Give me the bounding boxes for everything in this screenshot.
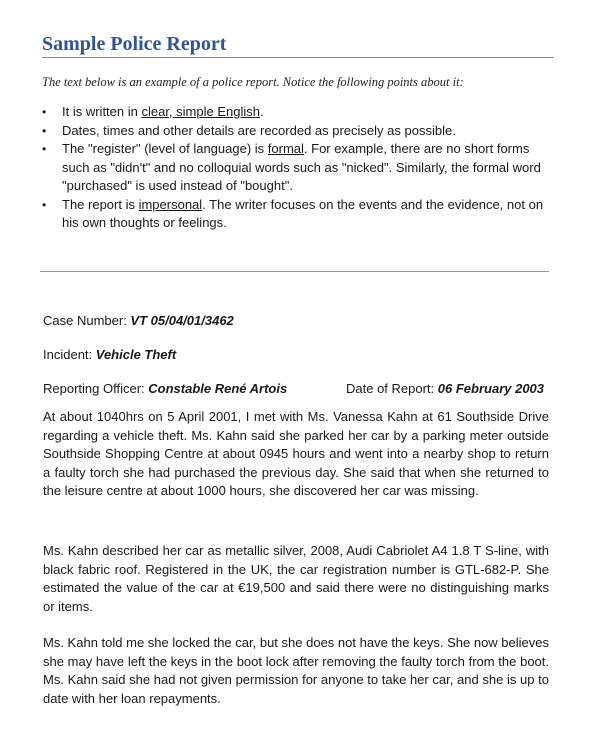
case-number-value: VT 05/04/01/3462 [130,313,234,328]
list-item [42,122,552,141]
date-value: 06 February 2003 [437,381,545,396]
point-text: Dates, times and other details are recorded as precisely as possible. [62,122,456,138]
underlined-term: formal [267,141,304,156]
point-text: The "register" (level of language) is [62,141,268,156]
page-title: Sample Police Report [42,33,227,55]
underlined-term: impersonal [138,196,203,212]
report-paragraph: At about 1040hrs on 5 April 2001, I met with Ms. Vanessa Kahn at 61 Southside Drive regarding a vehicle theft. Ms. Kahn said she parked her car by a parking meter outside Southside Shopping Centre at about 0945 hours and went into a nearby shop to return a faulty torch she had purchased the previous day. She said that when she returned to the leisure centre at about 1000 hours, she discovered her car was missing. [43,409,549,498]
officer-label: Reporting Officer: [43,381,149,396]
point-text: . [259,104,264,119]
incident-value: Vehicle Theft [95,347,177,362]
officer-value: Constable René Artois [148,381,288,396]
list-item [42,103,552,122]
point-text: It is written in [62,104,142,119]
point-text: The report is [62,196,139,212]
intro-text: The text below is an example of a police report. Notice the following points about it: [42,75,464,89]
title-divider [42,57,554,58]
report-paragraph: Ms. Kahn told me she locked the car, but she does not have the keys. She now believes she may have left the keys in the boot lock after removing the faulty torch from the boot. Ms. Kahn said she had not given permission for anyone to take her car, and she is up to date with her loan repayments. [43,635,549,706]
date-label: Date of Report: [346,381,438,396]
section-divider [40,271,549,272]
case-number [43,313,234,328]
point-text: . The writer focuses on the events and the evidence, not on his own thoughts or feelings. [62,196,544,230]
list-item [42,140,552,196]
incident-label: Incident: [43,347,96,362]
underlined-term: clear, simple English [141,104,260,119]
report-date [346,381,544,396]
list-item [42,196,552,233]
key-points-list [42,103,552,233]
reporting-officer [43,381,287,396]
report-paragraph: Ms. Kahn described her car as metallic silver, 2008, Audi Cabriolet A4 1.8 T S-line, with black fabric roof. Registered in the UK, the car registration number is GTL-682-P. She estimated the value of the car at €19,500 and said there were no distinguishing marks or items. [43,543,549,614]
incident [43,347,176,362]
point-text: . For example, there are no short forms such as "didn't" and no colloquial words such as "nicked". Similarly, the formal word "purchased" is used instead of "bought". [62,141,541,193]
case-number-label: Case Number: [43,313,131,328]
